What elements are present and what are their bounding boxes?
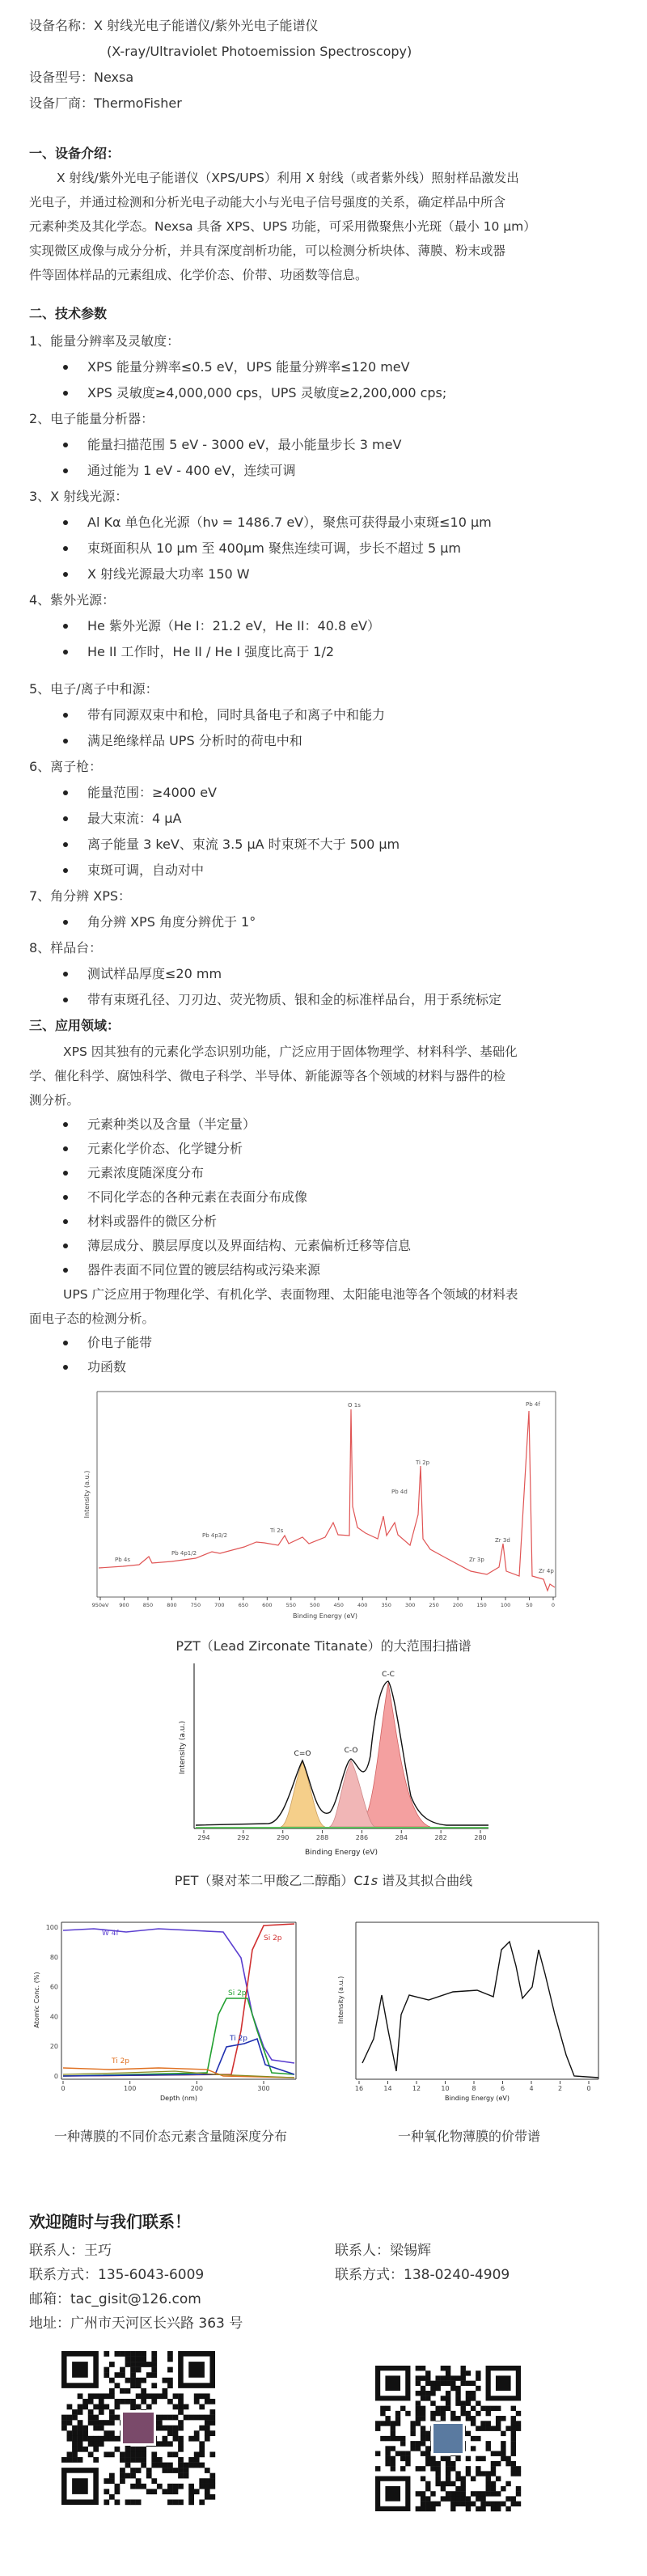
apps-ups-line-2: 面电子态的检测分析。: [29, 1311, 155, 1326]
maker-value: ThermoFisher: [94, 95, 182, 111]
spec-item: 带有束斑孔径、刀刃边、荧光物质、银和金的标准样品台，用于系统标定: [87, 992, 502, 1007]
depth-y-tick-label: 60: [49, 1983, 58, 1991]
series-label-si2p: Si 2p: [228, 1989, 247, 1998]
maker-row: [29, 94, 182, 113]
background-fill: [196, 1827, 488, 1828]
valence-tick-label: 14: [383, 2085, 392, 2092]
contact-left-line: 联系人：王巧: [29, 2243, 112, 2259]
apps-ups-line-1: UPS 广泛应用于物理化学、有机化学、表面物理、太阳能电池等各个领域的材料表: [63, 1287, 518, 1302]
bullet: [63, 624, 68, 629]
contact-address: 地址：广州市天河区长兴路 363 号: [29, 2315, 243, 2332]
model-label: 设备型号：: [29, 70, 95, 85]
peak-label: Pb 4s: [115, 1557, 130, 1563]
spec-item: 离子能量 3 keV、束流 3.5 μA 时束斑不大于 500 μm: [87, 837, 400, 852]
survey-y-axis-label: Intensity (a.u.): [83, 1470, 91, 1519]
depth-y-tick-label: 20: [49, 2043, 58, 2051]
bullet: [63, 520, 68, 525]
bullet: [63, 572, 68, 577]
survey-tick-label: 900: [119, 1602, 129, 1608]
series-label-ti2p: Ti 2p: [230, 2035, 248, 2043]
model-row: [29, 68, 133, 87]
bullet: [63, 998, 68, 1002]
spec-group-title: 3、X 射线光源：: [29, 489, 129, 504]
device-name-row: [29, 16, 318, 36]
spec-item: 束斑可调，自动对中: [87, 862, 205, 878]
bullet: [63, 1341, 68, 1345]
valence-tick-label: 10: [441, 2085, 450, 2092]
series-label-w4f: W 4f: [102, 1930, 119, 1938]
device-name-label: 设备名称：: [29, 18, 95, 33]
spec-item: 满足绝缘样品 UPS 分析时的荷电中和: [87, 733, 302, 748]
peak-label: Zr 4p: [539, 1568, 554, 1574]
spec-item: He II 工作时，He II / He I 强度比高于 1/2: [87, 644, 335, 659]
bullet: [63, 1244, 68, 1248]
spec-item: X 射线光源最大功率 150 W: [87, 566, 250, 582]
spec-group-title: 2、电子能量分析器：: [29, 411, 154, 426]
c1s-tick-label: 286: [355, 1834, 369, 1841]
qr-code-icon[interactable]: [375, 2366, 521, 2511]
bullet: [63, 650, 68, 655]
valence-y-axis-label: Intensity (a.u.): [337, 1976, 345, 2024]
spec-item: 能量范围：≥4000 eV: [87, 785, 218, 800]
depth-y-tick-label: 0: [53, 2073, 58, 2080]
survey-tick-label: 600: [262, 1602, 273, 1608]
survey-tick-label: 750: [190, 1602, 201, 1608]
survey-tick-label: 250: [429, 1602, 439, 1608]
spec-item: 角分辨 XPS 角度分辨优于 1°: [87, 914, 256, 930]
peak-label: Zr 3d: [495, 1537, 510, 1544]
survey-tick-label: 0: [551, 1602, 556, 1608]
c1s-tick-label: 284: [395, 1834, 408, 1841]
valence-tick-label: 16: [354, 2085, 364, 2092]
caption-part: 1s: [362, 1873, 378, 1888]
spec-item: 能量扫描范围 5 eV - 3000 eV，最小能量步长 3 meV: [87, 437, 402, 452]
depth-profile-figure: [29, 1917, 312, 2112]
bullet: [63, 1268, 68, 1273]
peak-label-co: C-O: [344, 1747, 358, 1755]
valence-tick-label: 6: [500, 2085, 505, 2092]
valence-tick-label: 8: [472, 2085, 476, 2092]
model-value: Nexsa: [94, 70, 134, 85]
bullet: [63, 1219, 68, 1224]
valence-tick-label: 12: [412, 2085, 421, 2092]
intro-line-1: X 射线/紫外光电子能谱仪（XPS/UPS）利用 X 射线（或者紫外线）照射样品激发出: [57, 171, 519, 185]
apps-xps-item: 元素化学价态、化学键分析: [87, 1141, 243, 1156]
depth-x-tick-label: 100: [124, 2085, 137, 2092]
valence-tick-label: 2: [557, 2085, 563, 2092]
bullet: [63, 868, 68, 873]
depth-y-axis-label: Atomic Conc. (%): [33, 1972, 40, 2028]
c1s-tick-label: 282: [434, 1834, 447, 1841]
survey-tick-label: 300: [404, 1602, 416, 1608]
peak-label: Pb 4p3/2: [202, 1532, 228, 1539]
caption-part: PET（聚对苯二甲酸乙二醇酯）C: [174, 1873, 363, 1888]
peak-label: Pb 4f: [526, 1401, 540, 1408]
survey-tick-label: 350: [381, 1602, 391, 1608]
valence-band-figure: [332, 1917, 607, 2112]
apps-xps-item: 器件表面不同位置的镀层结构或污染来源: [87, 1262, 321, 1277]
spec-group-title: 8、样品台：: [29, 940, 103, 955]
depth-y-tick-label: 80: [49, 1953, 58, 1961]
bullet: [63, 816, 68, 821]
survey-tick-label: 950eV: [91, 1602, 109, 1608]
survey-tick-label: 150: [476, 1602, 487, 1608]
survey-tick-label: 700: [214, 1602, 225, 1608]
peak-label: Ti 2s: [270, 1527, 284, 1534]
peak-label: Zr 3p: [469, 1557, 484, 1563]
peak-label: Pb 4d: [391, 1489, 408, 1495]
c1s-fit-figure: [171, 1659, 495, 1861]
c1s-x-axis-label: Binding Energy (eV): [305, 1849, 378, 1857]
apps-xps-line-1: XPS 因其独有的元素化学态识别功能，广泛应用于固体物理学、材料科学、基础化: [63, 1044, 518, 1059]
c1s-tick-label: 292: [237, 1834, 250, 1841]
survey-tick-label: 100: [500, 1602, 511, 1608]
intro-line-3: 元素种类及其化学态。Nexsa 具备 XPS、UPS 功能，可采用微聚焦小光斑（最小 10 μm）: [29, 219, 536, 234]
depth-y-tick-label: 100: [45, 1924, 58, 1931]
intro-line-5: 件等固体样品的元素组成、化学价态、价带、功函数等信息。: [29, 268, 368, 282]
bullet: [63, 1146, 68, 1151]
bullet: [63, 713, 68, 718]
survey-tick-label: 50: [526, 1602, 533, 1608]
c1s-tick-label: 280: [474, 1834, 487, 1841]
spec-item: 测试样品厚度≤20 mm: [87, 966, 222, 981]
peak-label-cc: C-C: [382, 1671, 395, 1679]
depth-caption: 一种薄膜的不同价态元素含量随深度分布: [53, 2129, 287, 2144]
survey-x-axis-label: Binding Energy (eV): [293, 1612, 357, 1620]
device-name-value: X 射线光电子能谱仪/紫外光电子能谱仪: [94, 18, 319, 33]
peak-label-c2o: C=O: [294, 1750, 311, 1758]
contact-right-line: 联系方式：138-0240-4909: [335, 2267, 510, 2283]
caption-part: 谱及其拟合曲线: [378, 1873, 473, 1888]
survey-tick-label: 400: [357, 1602, 368, 1608]
spec-item: 最大束流：4 μA: [87, 811, 182, 826]
section-intro-heading: 一、设备介绍：: [29, 146, 121, 161]
bullet: [63, 546, 68, 551]
peak-label: Pb 4p1/2: [171, 1550, 197, 1557]
spec-item: XPS 能量分辨率≤0.5 eV，UPS 能量分辨率≤120 meV: [87, 359, 410, 375]
survey-tick-label: 800: [167, 1602, 177, 1608]
valence-caption: 一种氧化物薄膜的价带谱: [397, 2129, 540, 2144]
depth-x-tick-label: 0: [61, 2085, 66, 2092]
bullet: [63, 842, 68, 847]
spec-item: He 紫外光源（He I：21.2 eV，He II：40.8 eV）: [87, 618, 381, 633]
survey-tick-label: 500: [310, 1602, 320, 1608]
spec-item: Al Kα 单色化光源（hν = 1486.7 eV），聚焦可获得最小束斑≤10 μm: [87, 515, 492, 530]
contact-title: 欢迎随时与我们联系！: [29, 2212, 191, 2231]
survey-tick-label: 550: [285, 1602, 297, 1608]
c1s-tick-label: 290: [277, 1834, 290, 1841]
bullet: [63, 739, 68, 744]
apps-xps-item: 薄层成分、膜层厚度以及界面结构、元素偏析迁移等信息: [87, 1238, 412, 1253]
spec-item: 通过能为 1 eV - 400 eV，连续可调: [87, 463, 296, 478]
bullet: [63, 1195, 68, 1200]
peak-label: O 1s: [348, 1402, 361, 1409]
depth-y-tick-label: 40: [49, 2013, 58, 2021]
c1s-caption: [0, 1871, 647, 1889]
apps-xps-item: 材料或器件的微区分析: [87, 1214, 218, 1229]
intro-line-2: 光电子，并通过检测和分析光电子动能大小与光电子信号强度的关系，确定样品中所含: [29, 195, 506, 210]
device-name-en: (X-ray/Ultraviolet Photoemission Spectroscopy): [107, 44, 412, 59]
spec-group-title: 4、紫外光源：: [29, 592, 116, 608]
section-apps-heading: 三、应用领域：: [29, 1018, 121, 1033]
spec-group-title: 6、离子枪：: [29, 759, 103, 774]
survey-tick-label: 850: [142, 1602, 154, 1608]
c1s-tick-label: 294: [197, 1834, 210, 1841]
peak-label: Ti 2p: [416, 1460, 430, 1466]
spec-group-title: 1、能量分辨率及灵敏度：: [29, 333, 180, 349]
series-label-ti2p: Ti 2p: [112, 2057, 130, 2065]
bullet: [63, 972, 68, 977]
valence-tick-label: 4: [529, 2085, 534, 2092]
depth-x-tick-label: 200: [190, 2085, 203, 2092]
apps-xps-item: 元素种类以及含量（半定量）: [87, 1116, 256, 1132]
valence-x-axis-label: Binding Energy (eV): [445, 2095, 510, 2102]
c1s-tick-label: 288: [315, 1834, 329, 1841]
bullet: [63, 1122, 68, 1127]
qr-code-icon[interactable]: [61, 2351, 215, 2505]
series-label-si2p: Si 2p: [264, 1934, 282, 1943]
spec-item: XPS 灵敏度≥4,000,000 cps，UPS 灵敏度≥2,200,000 cps;: [87, 385, 447, 400]
contact-right-line: 联系人：梁锡辉: [335, 2243, 431, 2259]
section-specs-heading: 二、技术参数: [29, 306, 108, 321]
c1s-y-axis-label: Intensity (a.u.): [179, 1721, 187, 1774]
survey-tick-label: 450: [333, 1602, 344, 1608]
depth-x-axis-label: Depth (nm): [159, 2095, 198, 2102]
bullet: [63, 1171, 68, 1176]
apps-xps-line-2: 学、催化科学、腐蚀科学、微电子科学、半导体、新能源等各个领域的材料与器件的检: [29, 1069, 506, 1083]
spec-group-title: 7、角分辨 XPS：: [29, 888, 132, 904]
valence-tick-label: 0: [586, 2085, 591, 2092]
bullet: [63, 468, 68, 473]
bullet: [63, 1365, 68, 1370]
bullet: [63, 790, 68, 795]
spec-item: 束斑面积从 10 μm 至 400μm 聚焦连续可调，步长不超过 5 μm: [87, 540, 461, 556]
survey-caption: PZT（Lead Zirconate Titanate）的大范围扫描谱: [175, 1638, 472, 1654]
survey-spectrum-figure: [83, 1385, 560, 1628]
depth-x-tick-label: 300: [257, 2085, 270, 2092]
maker-label: 设备厂商：: [29, 95, 95, 111]
apps-xps-line-3: 测分析。: [29, 1093, 80, 1108]
survey-tick-label: 650: [238, 1602, 249, 1608]
apps-ups-item: 价电子能带: [87, 1335, 153, 1350]
apps-ups-item: 功函数: [87, 1359, 127, 1375]
apps-xps-item: 元素浓度随深度分布: [87, 1165, 205, 1180]
survey-tick-label: 200: [452, 1602, 463, 1608]
contact-left-line: 联系方式：135-6043-6009: [29, 2267, 205, 2283]
apps-xps-item: 不同化学态的各种元素在表面分布成像: [87, 1189, 308, 1205]
bullet: [63, 391, 68, 396]
intro-line-4: 实现微区成像与成分分析，并具有深度剖析功能，可以检测分析块体、薄膜、粉末或器: [29, 244, 506, 258]
spec-item: 带有同源双束中和枪，同时具备电子和离子中和能力: [87, 707, 386, 722]
bullet: [63, 365, 68, 370]
bullet: [63, 920, 68, 925]
spec-group-title: 5、电子/离子中和源：: [29, 681, 159, 697]
bullet: [63, 443, 68, 447]
contact-email[interactable]: 邮箱：tac_gisit@126.com: [29, 2291, 201, 2307]
